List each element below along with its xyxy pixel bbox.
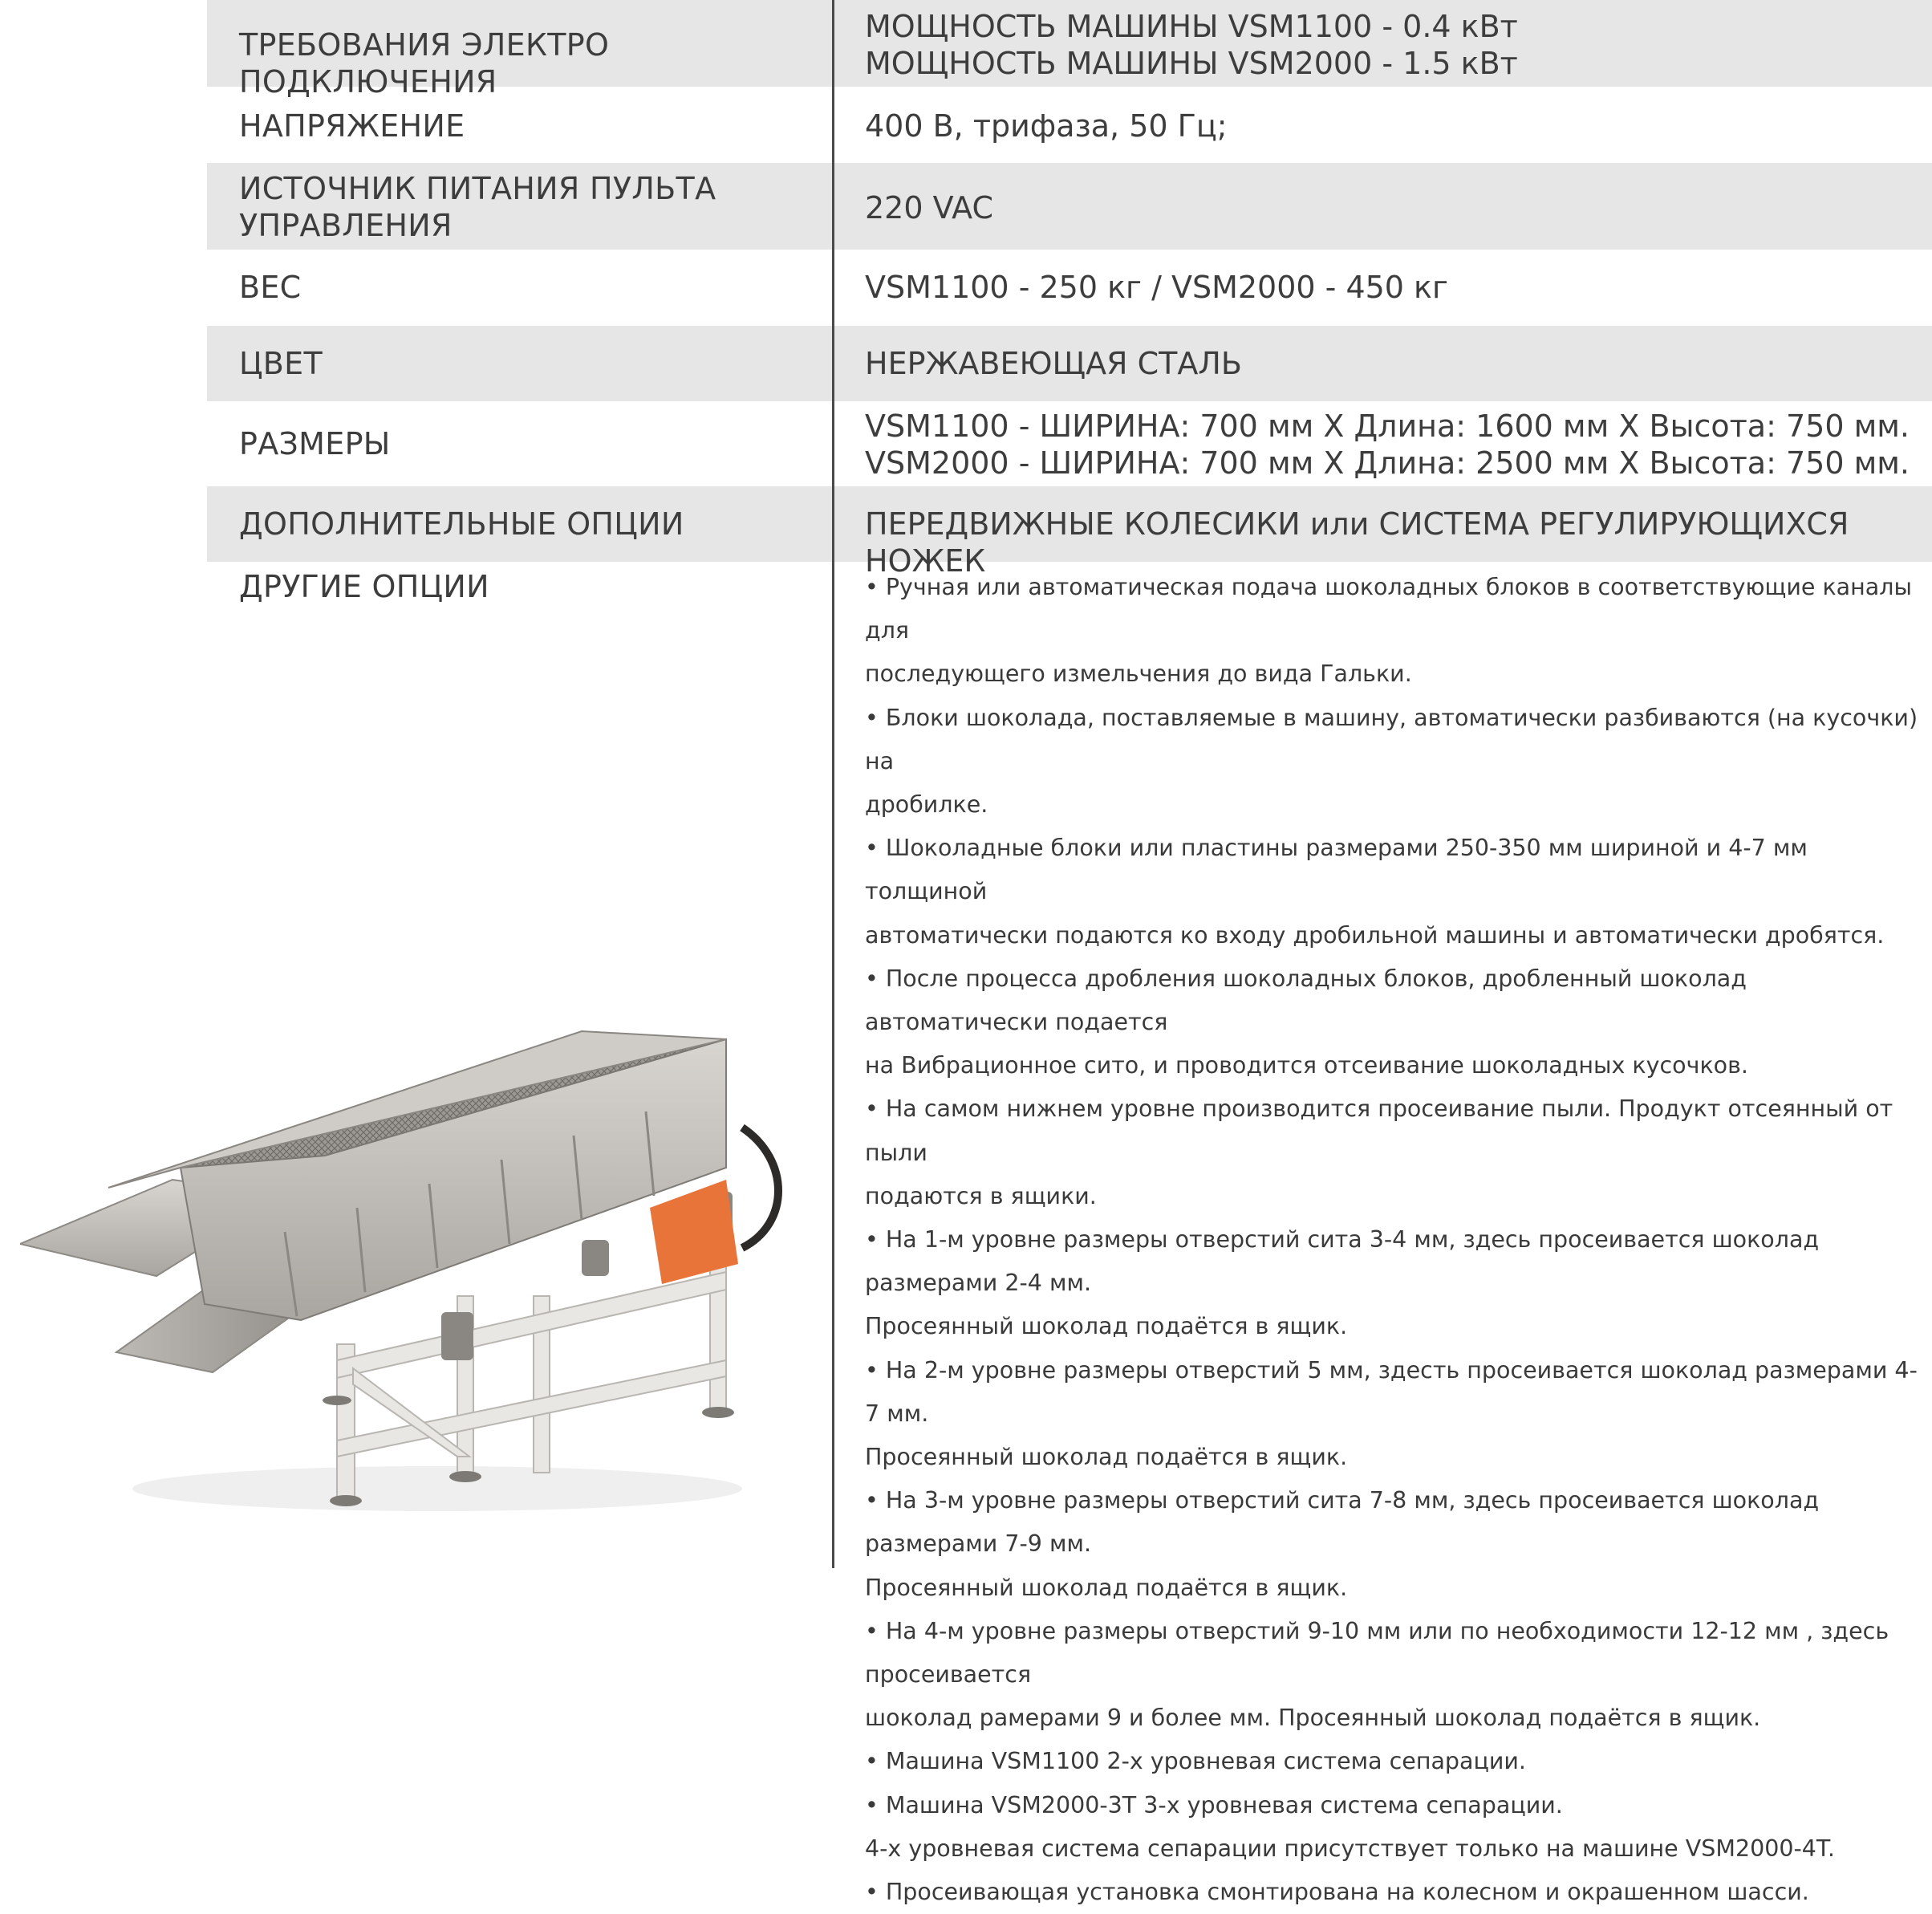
spec-value: ПЕРЕДВИЖНЫЕ КОЛЕСИКИ или СИСТЕМА РЕГУЛИРУЮЩИХСЯ НОЖЕК <box>865 506 1849 579</box>
spec-label: ВЕС <box>239 270 302 305</box>
list-item: • На 1-м уровне размеры отверстий сита 3-4 мм, здесь просеивается шоколад размерами 2-4 мм. <box>865 1226 1820 1297</box>
list-item: дробилке. <box>865 791 988 819</box>
spec-row-additional-options <box>207 486 1932 579</box>
list-item: • Блоки шоколада, поставляемые в машину, автоматически разбиваются (на кусочки) на <box>865 704 1918 774</box>
spec-row-dimensions <box>207 401 1932 486</box>
list-item: • Шоколадные блоки или пластины размерами 250-350 мм шириной и 4-7 мм толщиной <box>865 835 1808 905</box>
spec-value-line: VSM1100 - ШИРИНА: 700 мм X Длина: 1600 мм X Высота: 750 мм. <box>865 408 1910 444</box>
spec-value: VSM1100 - 250 кг / VSM2000 - 450 кг <box>865 270 1448 305</box>
list-item: 4-х уровневая система сепарации присутствует только на машине VSM2000-4T. <box>865 1835 1835 1862</box>
hose-shape <box>742 1128 778 1248</box>
list-item: • Машина VSM1100 2-х уровневая система сепарации. <box>865 1748 1526 1775</box>
spec-label-line: УПРАВЛЕНИЯ <box>239 208 453 243</box>
spec-label <box>239 170 801 244</box>
list-item: • Машина VSM2000-3T 3-х уровневая система сепарации. <box>865 1791 1563 1819</box>
spec-label: ТРЕБОВАНИЯ ЭЛЕКТРО ПОДКЛЮЧЕНИЯ <box>239 27 610 100</box>
spec-value <box>865 8 1916 82</box>
list-item: • Ручная или автоматическая подача шоколадных блоков в соответствующие каналы для <box>865 574 1912 644</box>
spec-row-control-supply <box>207 163 1932 250</box>
column-divider <box>832 0 834 1568</box>
list-item: последующего измельчения до вида Гальки. <box>865 660 1412 688</box>
spec-value <box>865 408 1916 482</box>
spec-label: ДРУГИЕ ОПЦИИ <box>239 569 489 604</box>
spec-label: НАПРЯЖЕНИЕ <box>239 108 465 144</box>
list-item: Просеянный шоколад подаётся в ящик. <box>865 1444 1348 1471</box>
spec-value-line: МОЩНОСТЬ МАШИНЫ VSM2000 - 1.5 кВт <box>865 46 1518 81</box>
list-item: • На 4-м уровне размеры отверстий 9-10 мм или по необходимости 12-12 мм , здесь просеивается <box>865 1617 1889 1688</box>
shadow-shape <box>132 1466 742 1511</box>
list-item: • После процесса дробления шоколадных блоков, дробленный шоколад автоматически подается <box>865 965 1747 1036</box>
list-item: • На 2-м уровне размеры отверстий 5 мм, здесть просеивается шоколад размерами 4-7 мм. <box>865 1356 1918 1427</box>
list-item: • Просеивающая установка смонтирована на колесном и окрашенном шасси. <box>865 1879 1809 1906</box>
list-item: Просеянный шоколад подаётся в ящик. <box>865 1574 1348 1601</box>
list-item: • На 3-м уровне размеры отверстий сита 7-8 мм, здесь просеивается шоколад размерами 7-9 мм. <box>865 1487 1820 1558</box>
spec-value-line: МОЩНОСТЬ МАШИНЫ VSM1100 - 0.4 кВт <box>865 9 1518 44</box>
list-item: подаются в ящики. <box>865 1182 1097 1209</box>
list-item: автоматически подаются ко входу дробильной машины и автоматически дробятся. <box>865 921 1885 949</box>
other-options-list <box>865 566 1924 1914</box>
list-item: на Вибрационное сито, и проводится отсеивание шоколадных кусочков. <box>865 1052 1748 1079</box>
list-item: Просеянный шоколад подаётся в ящик. <box>865 1313 1348 1340</box>
list-item: • На самом нижнем уровне производится просеивание пыли. Продукт отсеянный от пыли <box>865 1095 1893 1166</box>
vibrating-sieve-machine-image <box>20 1007 798 1537</box>
spec-row-voltage <box>207 87 1932 163</box>
spec-label-line: ИСТОЧНИК ПИТАНИЯ ПУЛЬТА <box>239 171 716 206</box>
spec-label: ДОПОЛНИТЕЛЬНЫЕ ОПЦИИ <box>239 506 684 542</box>
spec-row-color <box>207 326 1932 401</box>
spec-label: РАЗМЕРЫ <box>239 426 391 461</box>
spec-value-line: VSM2000 - ШИРИНА: 700 мм X Длина: 2500 мм X Высота: 750 мм. <box>865 445 1910 481</box>
spec-row-weight <box>207 250 1932 326</box>
spec-value: 220 VAC <box>865 190 994 226</box>
list-item: шоколад рамерами 9 и более мм. Просеянный шоколад подаётся в ящик. <box>865 1705 1761 1732</box>
spec-value: 400 В, трифаза, 50 Гц; <box>865 108 1228 144</box>
spec-value: НЕРЖАВЕЮЩАЯ СТАЛЬ <box>865 346 1242 381</box>
spec-label: ЦВЕТ <box>239 346 323 381</box>
spec-row-power <box>207 0 1932 100</box>
